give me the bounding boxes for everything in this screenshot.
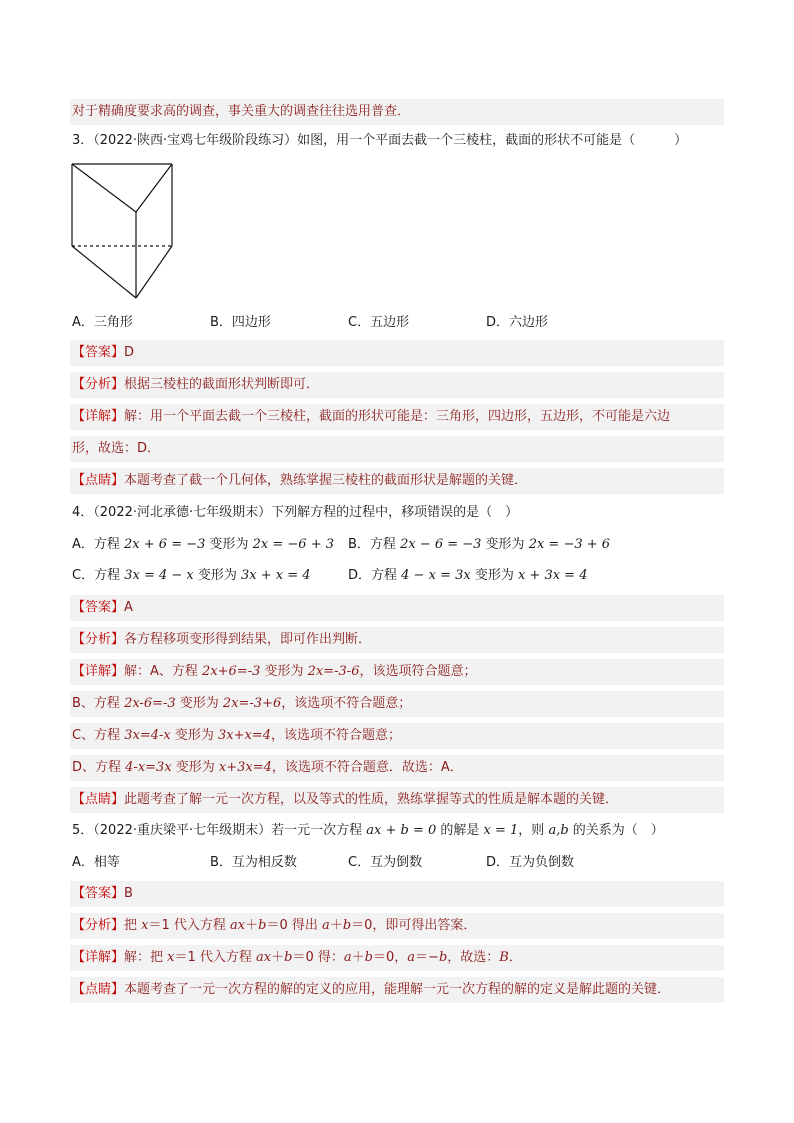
q4-stem: 4．（2022·河北承德·七年级期末）下列解方程的过程中，移项错误的是（ ） [72,505,519,520]
q5-detail: 【详解】解：把 x＝1 代入方程 ax＋b＝0 得：a＋b＝0，a＝−b，故选：B． [70,945,724,971]
q3-detail-2: 形，故选：D． [70,436,724,462]
q4-answer: 【答案】A [70,595,724,621]
q3-analysis [70,372,724,398]
q5-option-d: D．互为负倒数 [486,855,575,870]
detail-text: 解：用一个平面去截一个三棱柱，截面的形状可能是：三角形，四边形，五边形，不可能是六边 [124,409,671,424]
q5-option-b: B．互为相反数 [210,855,297,870]
prism-figure [70,162,176,306]
q3-option-d: D．六边形 [486,315,549,330]
q3-option-a: A．三角形 [72,315,133,330]
q5-stem: 5．（2022·重庆梁平·七年级期末）若一元一次方程 ax + b = 0 的解是 x = 1，则 a,b 的关系为（ ） [72,823,664,838]
triangular-prism-diagram [70,162,176,302]
q3-answer [70,340,724,366]
q4-option-a: A．方程 2x + 6 = −3 变形为 2x = −6 + 3 [72,537,335,552]
q5-option-a: A．相等 [72,855,120,870]
q3-stem: 3．（2022·陕西·宝鸡七年级阶段练习）如图，用一个平面去截一个三棱柱，截面的形状不可能是（ ） [72,133,688,148]
q4-detail-1: 【详解】解：A、方程 2x+6=-3 变形为 2x=-3-6，该选项符合题意； [70,659,724,685]
q4-option-c: C．方程 3x = 4 − x 变形为 3x + x = 4 [72,568,311,583]
q3-comment [70,468,724,494]
q4-option-b: B．方程 2x − 6 = −3 变形为 2x = −3 + 6 [348,537,611,552]
q4-option-d: D．方程 4 − x = 3x 变形为 x + 3x = 4 [348,568,588,583]
comment-text: 本题考查了截一个几何体，熟练掌握三棱柱的截面形状是解题的关键． [124,473,528,488]
q3-option-c: C．五边形 [348,315,410,330]
q5-answer: 【答案】B [70,881,724,907]
q3-option-b: B．四边形 [210,315,271,330]
q4-detail-4: D、方程 4-x=3x 变形为 x+3x=4，该选项不符合题意．故选：A． [70,755,724,781]
q5-option-c: C．互为倒数 [348,855,423,870]
comment-tag: 【点睛】 [72,473,125,488]
q4-comment: 【点睛】此题考查了解一元一次方程，以及等式的性质，熟练掌握等式的性质是解本题的关键． [70,787,724,813]
detail-tag: 【详解】 [72,409,125,424]
q4-analysis: 【分析】各方程移项变形得到结果，即可作出判断． [70,627,724,653]
answer-tag: 【答案】 [72,345,125,360]
q3-detail-1 [70,404,724,430]
q4-detail-3: C、方程 3x=4-x 变形为 3x+x=4，该选项不符合题意； [70,723,724,749]
analysis-text: 根据三棱柱的截面形状判断即可． [124,377,320,392]
q5-comment: 【点睛】本题考查了一元一次方程的解的定义的应用，能理解一元一次方程的解的定义是解此题的关键． [70,977,724,1003]
prev-answer-line: 对于精确度要求高的调查，事关重大的调查往往选用普查． [70,99,724,125]
answer-value: D [124,345,135,360]
q4-detail-2: B、方程 2x-6=-3 变形为 2x=-3+6，该选项不符合题意； [70,691,724,717]
analysis-tag: 【分析】 [72,377,125,392]
q5-analysis: 【分析】把 x＝1 代入方程 ax＋b＝0 得出 a＋b＝0，即可得出答案． [70,913,724,939]
